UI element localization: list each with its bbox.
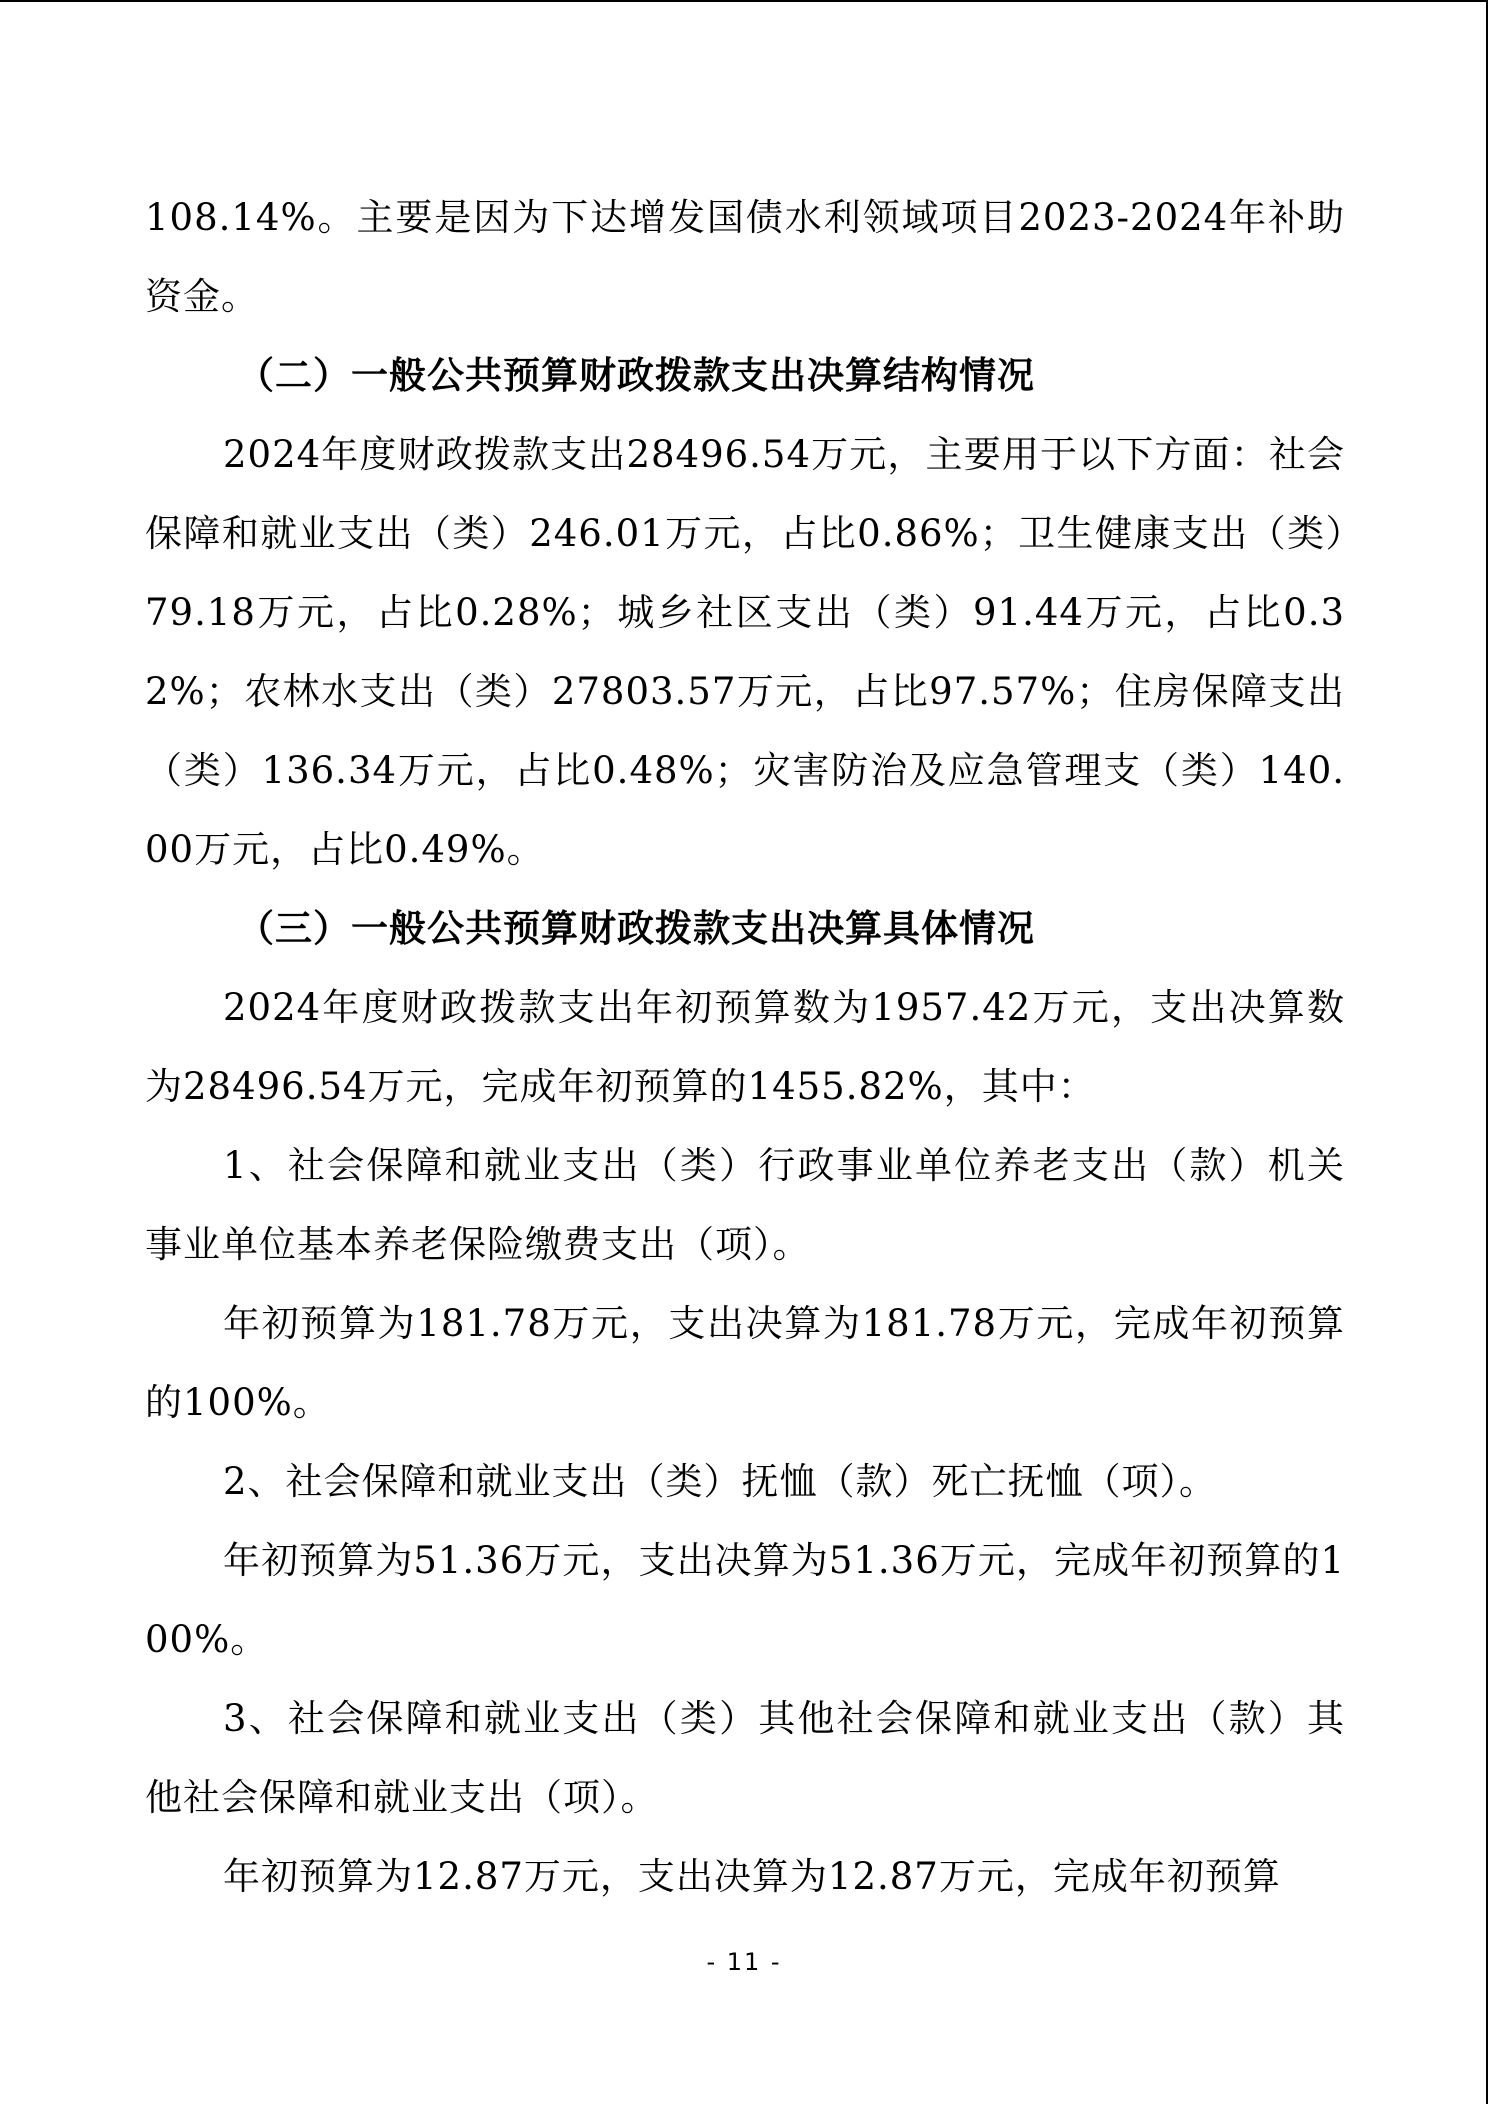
page-number: - 11 - (706, 1948, 782, 1976)
paragraph-item-2-budget: 年初预算为51.36万元，支出决算为51.36万元，完成年初预算的100%。 (145, 1539, 1345, 1661)
paragraph-continuation: 108.14%。主要是因为下达增发国债水利领域项目2023-2024年补助资金。 (145, 196, 1345, 318)
section-heading-3: （三）一般公共预算财政拨款支出决算具体情况 (237, 907, 1035, 950)
section-heading-2: （二）一般公共预算财政拨款支出决算结构情况 (237, 354, 1035, 397)
paragraph-detail-intro: 2024年度财政拨款支出年初预算数为1957.42万元，支出决算数为28496.54万元，完成年初预算的1455.82%，其中： (145, 986, 1345, 1108)
paragraph-item-3: 3、社会保障和就业支出（类）其他社会保障和就业支出（款）其他社会保障和就业支出（项）。 (145, 1697, 1345, 1819)
paragraph-item-1-budget: 年初预算为181.78万元，支出决算为181.78万元，完成年初预算的100%。 (145, 1302, 1345, 1424)
document-body (145, 178, 1345, 1916)
paragraph-structure: 2024年度财政拨款支出28496.54万元，主要用于以下方面：社会保障和就业支出（类）246.01万元，占比0.86%；卫生健康支出（类）79.18万元，占比0.28%；城乡社区支出（类）91.44万元，占比0.32%；农林水支出（类）27803.57万元，占比97.57%；住房保障支出（类）136.34万元，占比0.48%；灾害防治及应急管理支（类）140.00万元，占比0.49%。 (145, 433, 1345, 871)
paragraph-item-1: 1、社会保障和就业支出（类）行政事业单位养老支出（款）机关事业单位基本养老保险缴费支出（项）。 (145, 1144, 1345, 1266)
paragraph-item-2: 2、社会保障和就业支出（类）抚恤（款）死亡抚恤（项）。 (223, 1460, 1218, 1503)
paragraph-item-3-budget: 年初预算为12.87万元，支出决算为12.87万元，完成年初预算 (223, 1855, 1281, 1898)
